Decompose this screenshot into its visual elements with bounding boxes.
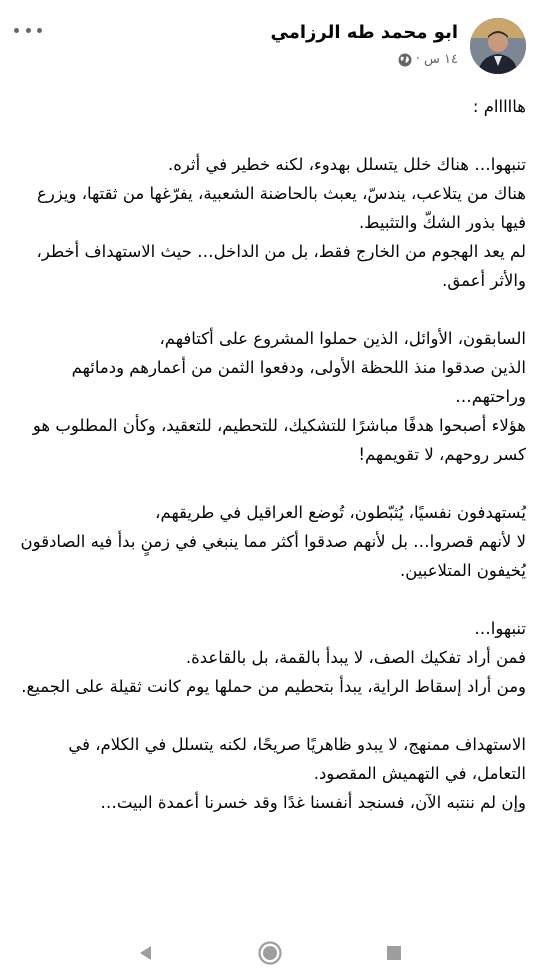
post-time[interactable]: ١٤ س · xyxy=(415,52,458,67)
post-text-line: تنبهوا… xyxy=(474,619,526,638)
back-button[interactable] xyxy=(132,939,160,967)
post-text-line: هؤلاء أصبحوا هدفًا مباشرًا للتشكيك، للتحطيم، للتعقيد، وكأن المطلوب هو كسر روحهم، لا تقويمهم! xyxy=(32,416,526,464)
globe-icon xyxy=(398,53,412,67)
more-options-button[interactable] xyxy=(14,20,42,40)
post-meta xyxy=(398,52,458,67)
post-text-line: هااااام : xyxy=(472,97,526,116)
post-paragraph xyxy=(14,324,526,469)
more-dots-icon xyxy=(14,28,19,33)
system-nav-bar xyxy=(0,929,540,977)
post-text-line: هناك من يتلاعب، يندسّ، يعبث بالحاضنة الشعبية، يفرّغها من ثقتها، ويزرع فيها بذور الشكّ والتثبيط. xyxy=(36,184,526,232)
post-paragraph xyxy=(14,92,526,121)
recent-apps-button[interactable] xyxy=(380,939,408,967)
avatar-photo-icon xyxy=(470,18,526,74)
post-paragraph xyxy=(14,498,526,585)
recent-apps-square-icon xyxy=(385,944,403,962)
home-circle-icon xyxy=(257,940,283,966)
author-name[interactable]: ابو محمد طه الرزامي xyxy=(270,22,458,43)
post-paragraph xyxy=(14,730,526,817)
post-body xyxy=(14,92,526,846)
post-paragraph xyxy=(14,614,526,701)
avatar[interactable] xyxy=(470,18,526,74)
post-text-line: فمن أراد تفكيك الصف، لا يبدأ بالقمة، بل بالقاعدة. xyxy=(185,648,526,667)
post-text-line: لا لأنهم قصروا… بل لأنهم صدقوا أكثر مما ينبغي في زمنٍ بدأ فيه الصادقون يُخيفون المتلاعبين. xyxy=(20,532,526,580)
post-text-line: تنبهوا… هناك خلل يتسلل بهدوء، لكنه خطير في أثره. xyxy=(168,155,526,174)
post-text-line: الذين صدقوا منذ اللحظة الأولى، ودفعوا الثمن من أعمارهم ودمائهم وراحتهم… xyxy=(71,358,526,406)
post-text-line: السابقون، الأوائل، الذين حملوا المشروع على أكتافهم، xyxy=(159,329,526,348)
post-text-line: لم يعد الهجوم من الخارج فقط، بل من الداخل… حيث الاستهداف أخطر، والأثر أعمق. xyxy=(36,242,526,290)
post-header xyxy=(0,14,540,80)
post-text-line: يُستهدفون نفسيًا، يُثبّطون، تُوضع العراقيل في طريقهم، xyxy=(155,503,526,522)
back-triangle-icon xyxy=(136,943,156,963)
post-paragraph xyxy=(14,150,526,295)
more-dots-icon xyxy=(37,28,42,33)
post-text-line: ومن أراد إسقاط الراية، يبدأ بتحطيم من حملها يوم كانت ثقيلة على الجميع. xyxy=(21,677,526,696)
post-text-line: الاستهداف ممنهج، لا يبدو ظاهريًا صريحًا، لكنه يتسلل في الكلام، في التعامل، في التهميش المقصود. xyxy=(68,735,526,783)
more-dots-icon xyxy=(26,28,31,33)
post-text-line: وإن لم ننتبه الآن، فسنجد أنفسنا غدًا وقد خسرنا أعمدة البيت… xyxy=(100,793,526,812)
home-button[interactable] xyxy=(256,939,284,967)
